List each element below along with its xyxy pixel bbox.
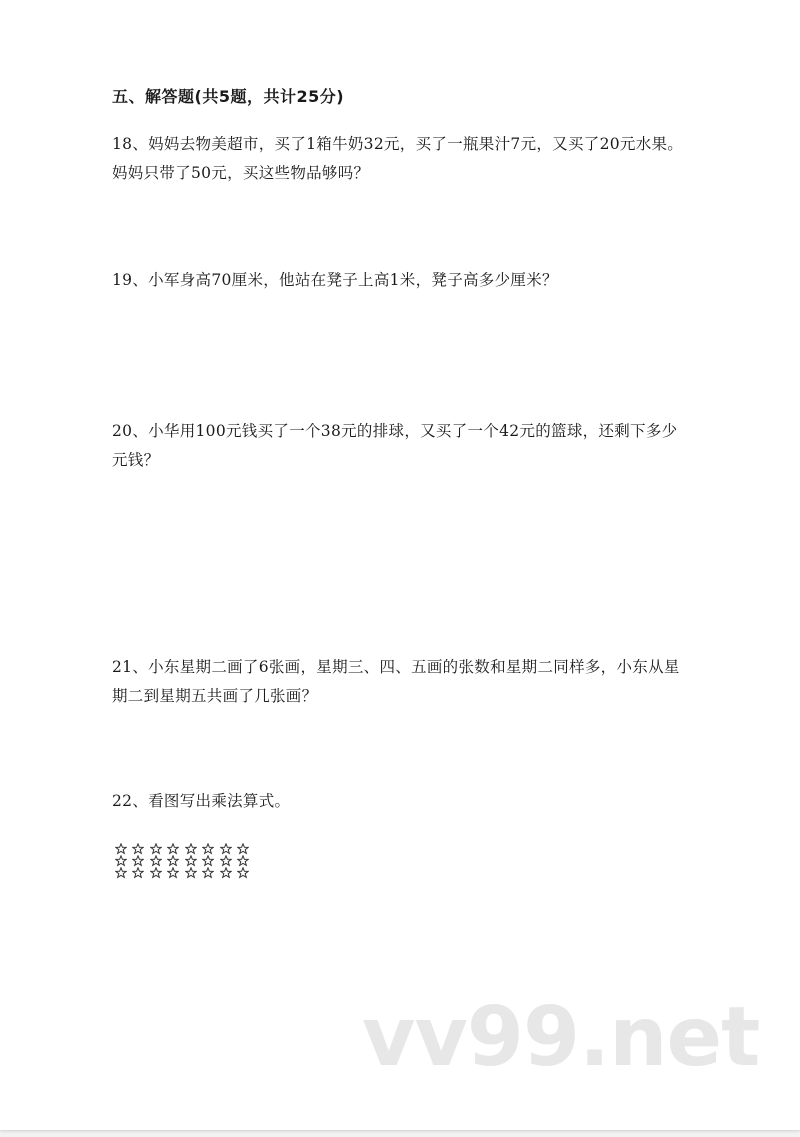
star-outline-icon xyxy=(235,843,253,855)
star-outline-icon xyxy=(165,855,183,867)
star-outline-icon xyxy=(112,867,130,879)
star-outline-icon xyxy=(112,843,130,855)
star-outline-icon xyxy=(147,843,165,855)
star-outline-icon xyxy=(147,867,165,879)
star-outline-icon xyxy=(217,867,235,879)
section-title: 五、解答题(共5题，共计25分) xyxy=(112,87,345,106)
watermark: vv99.net xyxy=(362,990,760,1085)
star-outline-icon xyxy=(147,855,165,867)
star-outline-icon xyxy=(217,855,235,867)
star-row xyxy=(112,843,252,855)
question-22: 22、看图写出乘法算式。 xyxy=(112,792,291,810)
star-figure xyxy=(112,843,252,879)
star-row xyxy=(112,867,252,879)
star-outline-icon xyxy=(235,855,253,867)
star-outline-icon xyxy=(182,843,200,855)
star-outline-icon xyxy=(200,855,218,867)
star-outline-icon xyxy=(200,867,218,879)
star-outline-icon xyxy=(217,843,235,855)
question-21: 21、小东星期二画了6张画，星期三、四、五画的张数和星期二同样多，小东从星期二到星期五共画了几张画？ xyxy=(112,658,680,705)
star-outline-icon xyxy=(165,867,183,879)
star-outline-icon xyxy=(235,867,253,879)
question-19: 19、小军身高70厘米，他站在凳子上高1米，凳子高多少厘米？ xyxy=(112,271,558,289)
star-row xyxy=(112,855,252,867)
star-outline-icon xyxy=(182,867,200,879)
star-outline-icon xyxy=(182,855,200,867)
star-outline-icon xyxy=(200,843,218,855)
question-18: 18、妈妈去物美超市，买了1箱牛奶32元，买了一瓶果汁7元，又买了20元水果。妈妈只带了50元，买这些物品够吗？ xyxy=(112,135,684,182)
question-20: 20、小华用100元钱买了一个38元的排球，又买了一个42元的篮球，还剩下多少元钱？ xyxy=(112,422,678,469)
star-outline-icon xyxy=(130,855,148,867)
star-outline-icon xyxy=(130,843,148,855)
star-outline-icon xyxy=(112,855,130,867)
star-outline-icon xyxy=(165,843,183,855)
star-outline-icon xyxy=(130,867,148,879)
